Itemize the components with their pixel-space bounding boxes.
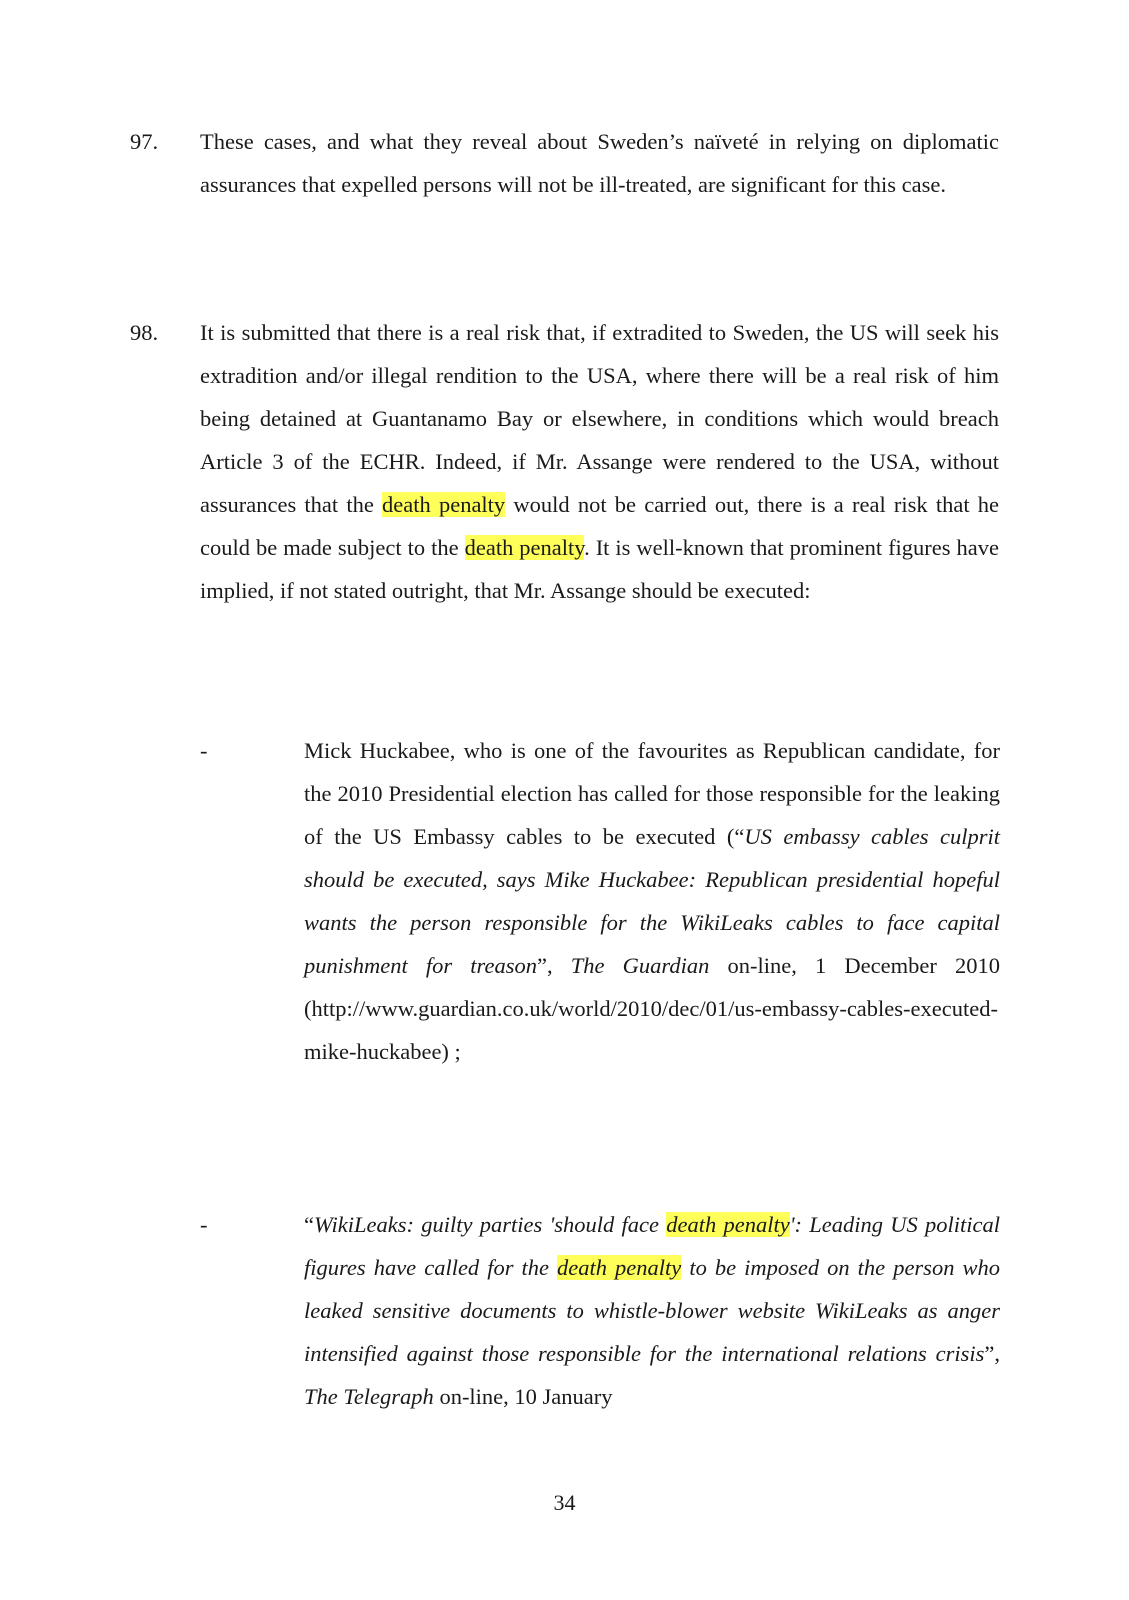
paragraph-text — [200, 311, 999, 612]
text-segment: on-line, 10 January — [433, 1384, 613, 1409]
publication-name: The Guardian — [570, 953, 710, 978]
article-title: WikiLeaks: guilty parties 'should face — [314, 1212, 667, 1237]
text-segment: ”, — [984, 1341, 1000, 1366]
publication-name: The Telegraph — [304, 1384, 434, 1409]
highlighted-text: death penalty — [464, 535, 585, 560]
text-segment: “ — [304, 1212, 314, 1237]
article-title: ': Leading US political figures have called for the — [304, 1212, 1001, 1280]
paragraph-text: These cases, and what they reveal about Sweden’s naïveté in relying on diplomatic assurances that expelled persons will not be ill-treated, are significant for this case. — [200, 129, 999, 197]
paragraph-number: 98. — [130, 320, 159, 345]
text-segment: on-line, 1 December 2010 (http://www.guardian.co.uk/world/2010/dec/01/us-embassy-cables-executed-mike-huckabee) ; — [304, 953, 1001, 1064]
text-segment: ”, — [536, 953, 571, 978]
highlighted-text: death penalty — [382, 492, 506, 517]
bullet-text — [304, 1203, 1000, 1418]
text-segment: Mick Huckabee, who is one of the favourites as Republican candidate, for the 2010 Presidential election has called for those responsible for the leaking of the US Embassy cables to be executed (“ — [304, 738, 1000, 849]
bullet-dash: - — [200, 1212, 208, 1237]
bullet-dash: - — [200, 738, 208, 763]
article-title: to be imposed on the person who leaked sensitive documents to whistle-blower website WikiLeaks as anger intensified against those responsible for the international relations crisis — [304, 1255, 1000, 1366]
text-segment: It is submitted that there is a real risk that, if extradited to Sweden, the US will seek his extradition and/or illegal rendition to the USA, where there will be a real risk of him being detained at Guantanamo Bay or elsewhere, in conditions which would breach Article 3 of the ECHR. Indeed, if Mr. Assange were rendered to the USA, without assurances that the — [200, 320, 999, 517]
page-number: 34 — [553, 1490, 576, 1515]
text-segment: would not be carried out, there is a real risk that he could be made subject to the — [200, 492, 1000, 560]
text-segment: . It is well-known that prominent figures have implied, if not stated outright, that Mr. Assange should be executed: — [200, 535, 1000, 603]
highlighted-text: death penalty — [666, 1212, 790, 1237]
bullet-text — [304, 729, 1000, 1073]
article-title: US embassy cables culprit should be executed, says Mike Huckabee: Republican presidential hopeful wants the person responsible for the WikiLeaks cables to face capital punishment for treason — [304, 824, 1000, 978]
paragraph-number: 97. — [130, 129, 159, 154]
highlighted-text: death penalty — [557, 1255, 682, 1280]
